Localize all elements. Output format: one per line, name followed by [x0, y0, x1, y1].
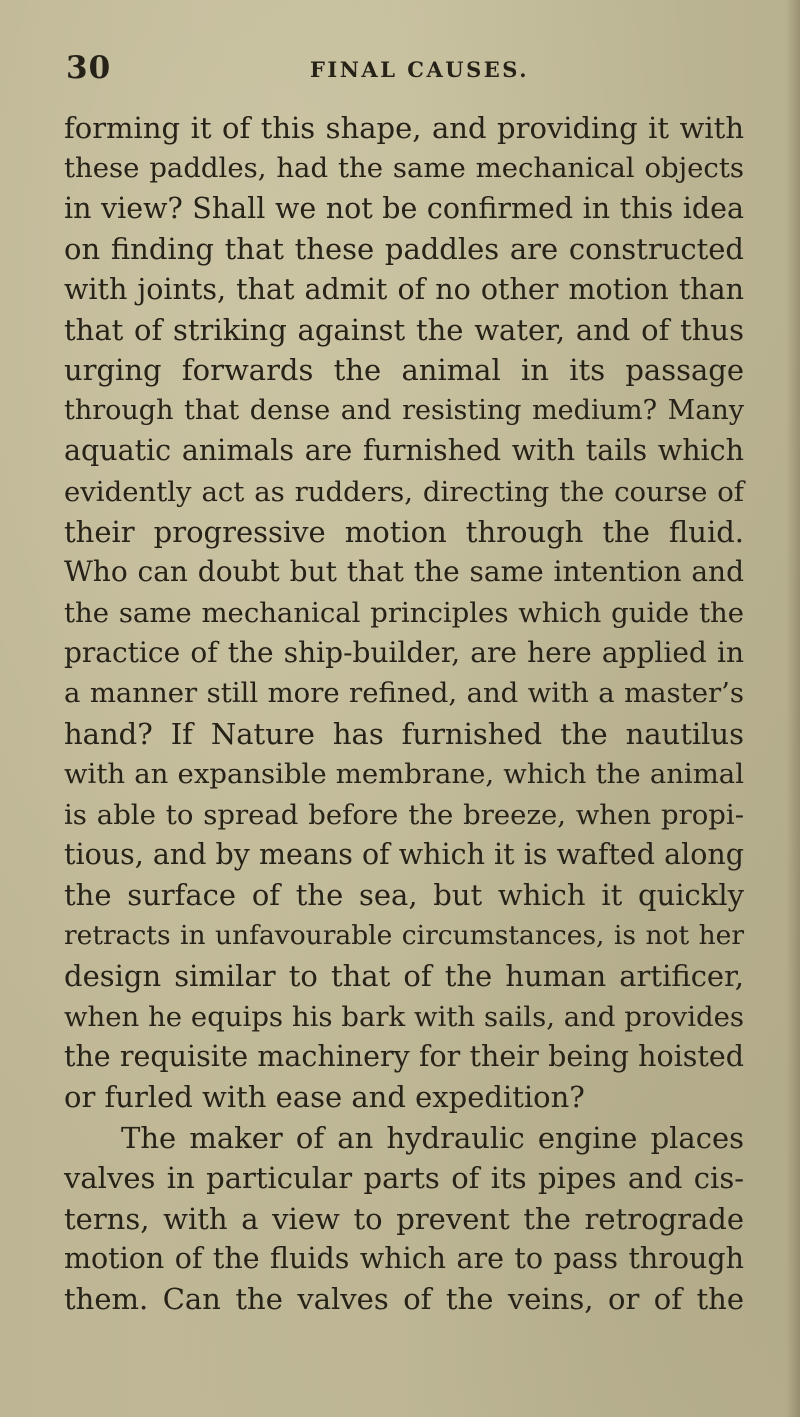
text-line: Who can doubt but that the same intention and [64, 555, 744, 589]
text-line: with joints, that admit of no other motion than [64, 272, 744, 306]
body-text [64, 108, 744, 1320]
text-line: urging forwards the animal in its passage [64, 353, 744, 388]
page-edge-shadow [786, 0, 800, 1417]
text-line: forming it of this shape, and providing it with [64, 111, 744, 145]
text-line: retracts in unfavourable circumstances, is not her [64, 919, 744, 951]
text-line: practice of the ship-builder, are here applied in [64, 636, 744, 670]
text-line: that of striking against the water, and of thus [64, 312, 744, 347]
text-line: in view? Shall we not be confirmed in this idea [64, 191, 744, 225]
page-header [66, 48, 726, 88]
text-line: the requisite machinery for their being hoisted [64, 1039, 744, 1073]
text-line: through that dense and resisting medium? Many [64, 394, 744, 426]
paragraph-first-line: The maker of an hydraulic engine places [121, 1120, 744, 1155]
text-line: the surface of the sea, but which it quickly [64, 878, 744, 913]
text-line: is able to spread before the breeze, when propi- [64, 798, 744, 831]
text-line: a manner still more refined, and with a master’s [64, 677, 744, 710]
text-line: terns, with a view to prevent the retrograde [64, 1201, 744, 1236]
text-line: motion of the fluids which are to pass through [64, 1241, 744, 1275]
text-line: their progressive motion through the fluid. [64, 514, 744, 549]
text-line: valves in particular parts of its pipes and cis- [64, 1161, 744, 1196]
text-line: on finding that these paddles are constructed [64, 232, 744, 267]
text-line: when he equips his bark with sails, and provides [64, 1000, 744, 1033]
text-line: these paddles, had the same mechanical objects [64, 152, 744, 185]
running-head: FINAL CAUSES. [310, 57, 530, 82]
text-line: or furled with ease and expedition? [64, 1080, 585, 1115]
page-number: 30 [66, 50, 112, 86]
text-line: design similar to that of the human artificer, [64, 959, 744, 994]
text-line: aquatic animals are furnished with tails which [64, 434, 744, 468]
text-line: evidently act as rudders, directing the course of [64, 475, 744, 508]
text-line: the same mechanical principles which guide the [64, 596, 744, 629]
text-line: hand? If Nature has furnished the nautilus [64, 716, 744, 751]
text-line: them. Can the valves of the veins, or of the [64, 1282, 744, 1317]
text-line: tious, and by means of which it is wafted along [64, 838, 744, 872]
text-line: with an expansible membrane, which the animal [64, 758, 744, 791]
